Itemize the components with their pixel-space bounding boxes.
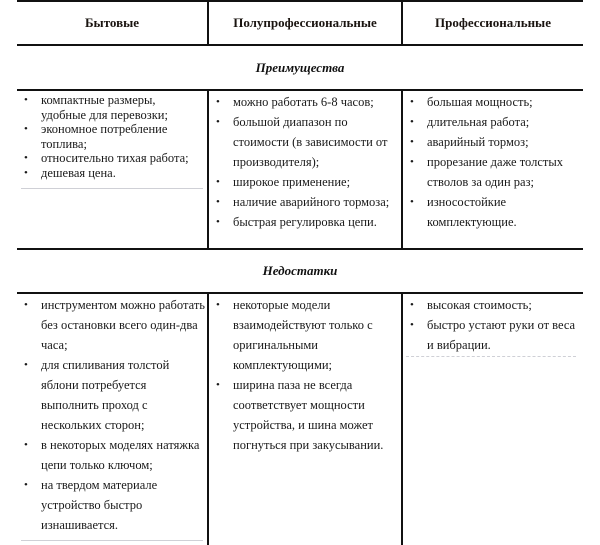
list-item: • наличие аварийного тормоза; <box>213 192 399 212</box>
bullet-icon: • <box>24 359 28 371</box>
cell-separator <box>21 540 203 541</box>
advantages-title-bottom-border <box>17 89 583 91</box>
cell-separator <box>21 188 203 189</box>
bullet-list <box>213 92 399 232</box>
list-item: • компактные размеры, удобные для перевозки; <box>24 93 168 122</box>
bullet-icon: • <box>410 196 414 208</box>
list-item: • износостойкие комплектующие. <box>407 192 579 232</box>
bullet-icon: • <box>216 116 220 128</box>
bullet-icon: • <box>24 152 28 164</box>
column-divider <box>207 89 209 249</box>
column-header-semi-professional: Полупрофессиональные <box>233 15 377 30</box>
bullet-icon: • <box>24 479 28 491</box>
list-item: • большая мощность; <box>407 92 579 112</box>
bullet-icon: • <box>24 299 28 311</box>
list-item: • ширина паза не всегда соответствует мощности устройства, и шина может погнуться при закусывании. <box>213 375 399 455</box>
column-divider <box>207 292 209 545</box>
section-title-advantages: Преимущества <box>255 59 345 75</box>
list-item: • для спиливания толстой яблони потребуется выполнить проход с нескольких сторон; <box>21 355 205 435</box>
list-item: • длительная работа; <box>407 112 579 132</box>
bullet-list <box>213 295 399 455</box>
bullet-icon: • <box>24 166 28 179</box>
cell-separator <box>406 356 576 357</box>
disadvantages-title-bottom-border <box>17 292 583 294</box>
disadvantages-cell-professional <box>407 295 579 355</box>
bullet-icon: • <box>216 196 220 208</box>
column-divider <box>401 89 403 249</box>
bullet-icon: • <box>216 96 220 108</box>
section-title-disadvantages: Недостатки <box>262 263 338 278</box>
bullet-icon: • <box>216 299 220 311</box>
bullet-icon: • <box>410 116 414 128</box>
column-divider <box>401 292 403 545</box>
advantages-cell-professional <box>407 92 579 232</box>
list-item: • большой диапазон по стоимости (в зависимости от производителя); <box>213 112 399 172</box>
bullet-icon: • <box>410 299 414 311</box>
list-item: • дешевая цена. <box>24 165 116 180</box>
bullet-icon: • <box>216 379 220 391</box>
bullet-icon: • <box>216 216 220 228</box>
bullet-list <box>407 295 579 355</box>
bullet-icon: • <box>24 94 28 106</box>
list-item: • высокая стоимость; <box>407 295 579 315</box>
list-item: • инструментом можно работать без остановки всего один-два часа; <box>21 295 205 355</box>
bullet-icon: • <box>410 136 414 148</box>
list-item: • можно работать 6-8 часов; <box>213 92 399 112</box>
list-item: • прорезание даже толстых стволов за один раз; <box>407 152 579 192</box>
column-header-household: Бытовые <box>84 15 140 30</box>
list-item: • относительно тихая работа; <box>24 151 189 165</box>
bullet-icon: • <box>24 123 28 135</box>
bullet-icon: • <box>24 439 28 451</box>
column-header-professional: Профессиональные <box>435 15 551 30</box>
bullet-list <box>21 295 205 535</box>
list-item: • в некоторых моделях натяжка цепи только ключом; <box>21 435 205 475</box>
list-item: • экономное потребление топлива; <box>24 122 168 151</box>
bullet-icon: • <box>410 319 414 331</box>
list-item: • быстрая регулировка цепи. <box>213 212 399 232</box>
bullet-list <box>21 93 203 180</box>
advantages-cell-semi-professional <box>213 92 399 232</box>
list-item: • быстро устают руки от веса и вибрации. <box>407 315 579 355</box>
disadvantages-cell-household <box>21 295 205 535</box>
list-item: • широкое применение; <box>213 172 399 192</box>
bullet-icon: • <box>410 96 414 108</box>
bullet-icon: • <box>410 156 414 168</box>
bullet-icon: • <box>216 176 220 188</box>
list-item: • аварийный тормоз; <box>407 132 579 152</box>
list-item: • некоторые модели взаимодействуют только с оригинальными комплектующими; <box>213 295 399 375</box>
list-item: • на твердом материале устройство быстро изнашивается. <box>21 475 205 535</box>
advantages-cell-household <box>21 93 203 180</box>
bullet-list <box>407 92 579 232</box>
disadvantages-cell-semi-professional <box>213 295 399 455</box>
